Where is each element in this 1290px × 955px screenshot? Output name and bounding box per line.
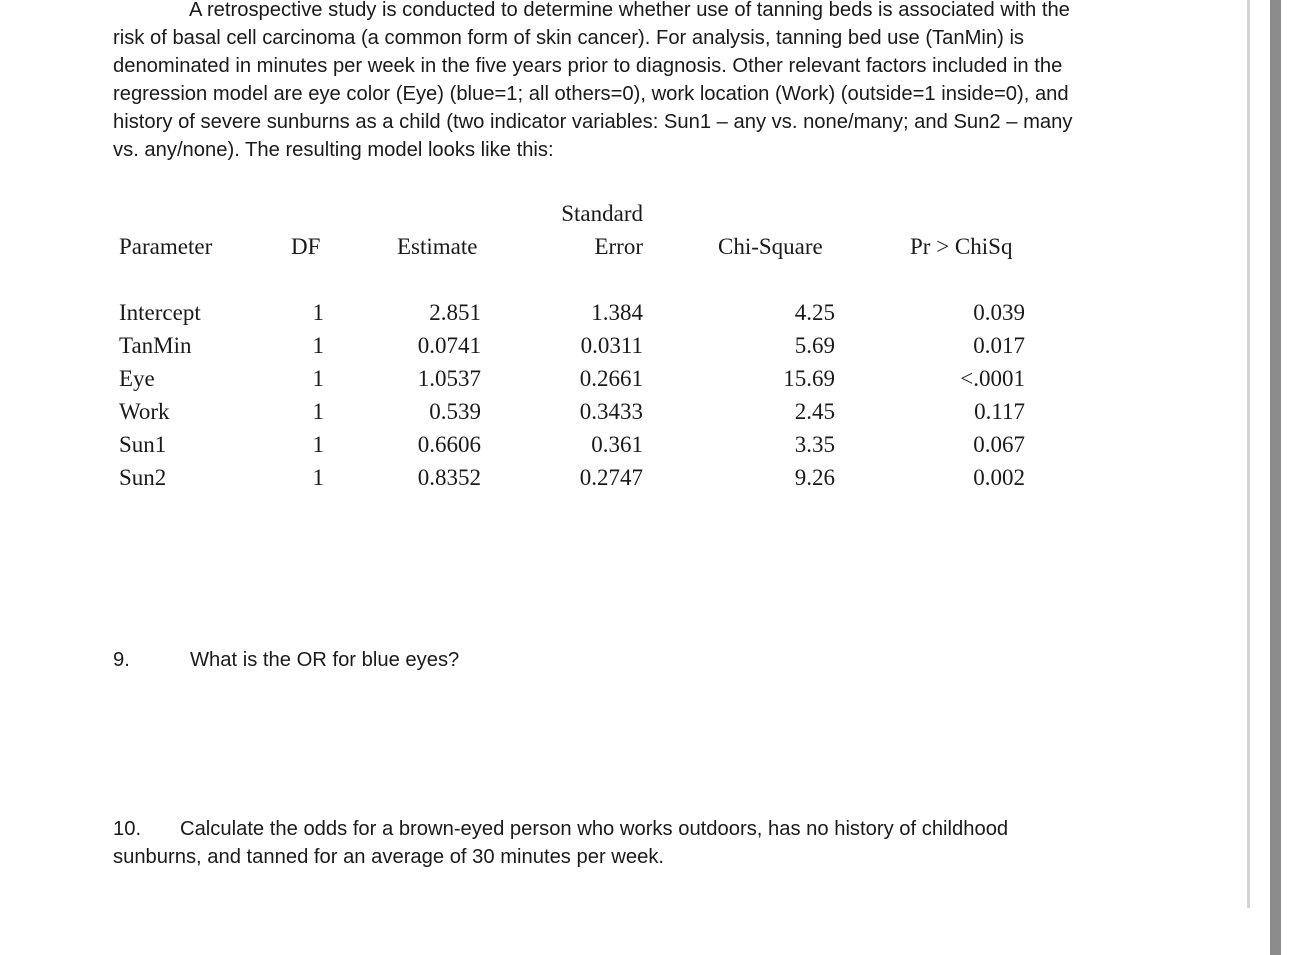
cell-std-error: 0.0311 — [580, 333, 643, 358]
question-text: What is the OR for blue eyes? — [190, 649, 460, 671]
cell-df: 1 — [312, 432, 324, 457]
scrollbar[interactable] — [1270, 0, 1281, 955]
header-estimate: Estimate — [397, 234, 478, 259]
cell-p-value: 0.002 — [973, 465, 1025, 490]
header-std-error-line2: Error — [594, 234, 643, 259]
cell-std-error: 0.3433 — [579, 399, 643, 424]
cell-p-value: 0.039 — [973, 300, 1025, 325]
cell-chi-square: 5.69 — [794, 333, 835, 358]
cell-chi-square: 4.25 — [794, 300, 835, 325]
cell-p-value: 0.067 — [973, 432, 1025, 457]
cell-df: 1 — [312, 333, 324, 358]
intro-paragraph: A retrospective study is conducted to determine whether use of tanning beds is associated with the risk of basal cell carcinoma (a common form of skin cancer). For analysis, tanning bed use (TanMin) is denominated in minutes per week in the five years prior to diagnosis. Other relevant factors included in the regression model are eye color (Eye) (blue=1; all others=0), work location (Work) (outside=1 inside=0), and history of severe sunburns as a child (two indicator variables: Sun1 – any vs. none/many; and Sun2 – many vs. any/none). The resulting model looks like this: — [113, 0, 1073, 161]
question-text-line2: sunburns, and tanned for an average of 30 minutes per week. — [113, 846, 665, 868]
cell-estimate: 0.6606 — [417, 432, 481, 457]
cell-estimate: 2.851 — [429, 300, 481, 325]
header-p-value: Pr > ChiSq — [910, 234, 1013, 259]
cell-estimate: 1.0537 — [417, 366, 481, 391]
header-chi-square: Chi-Square — [718, 234, 823, 259]
cell-parameter: Eye — [119, 366, 155, 391]
cell-chi-square: 2.45 — [794, 399, 835, 424]
question-number: 10. — [113, 818, 142, 840]
cell-p-value: 0.117 — [974, 399, 1025, 424]
header-std-error-line1: Standard — [561, 201, 643, 226]
cell-chi-square: 3.35 — [794, 432, 835, 457]
cell-std-error: 0.2747 — [579, 465, 643, 490]
cell-estimate: 0.0741 — [417, 333, 481, 358]
cell-chi-square: 15.69 — [783, 366, 835, 391]
cell-parameter: Intercept — [119, 300, 201, 325]
question-text-line1: Calculate the odds for a brown-eyed person who works outdoors, has no history of childhood — [180, 818, 1009, 840]
cell-df: 1 — [312, 465, 324, 490]
cell-df: 1 — [312, 399, 324, 424]
cell-chi-square: 9.26 — [794, 465, 835, 490]
cell-std-error: 1.384 — [591, 300, 643, 325]
cell-estimate: 0.539 — [429, 399, 481, 424]
cell-df: 1 — [312, 366, 324, 391]
cell-parameter: Sun2 — [119, 465, 167, 490]
cell-df: 1 — [312, 300, 324, 325]
header-df: DF — [291, 234, 321, 259]
cell-parameter: Sun1 — [119, 432, 167, 457]
cell-p-value: <.0001 — [960, 366, 1025, 391]
question-number: 9. — [113, 649, 130, 671]
cell-parameter: Work — [119, 399, 170, 424]
cell-p-value: 0.017 — [973, 333, 1025, 358]
header-parameter: Parameter — [119, 234, 213, 259]
page-edge-divider — [1247, 0, 1250, 908]
cell-estimate: 0.8352 — [417, 465, 481, 490]
cell-std-error: 0.2661 — [579, 366, 643, 391]
cell-std-error: 0.361 — [591, 432, 643, 457]
cell-parameter: TanMin — [119, 333, 192, 358]
